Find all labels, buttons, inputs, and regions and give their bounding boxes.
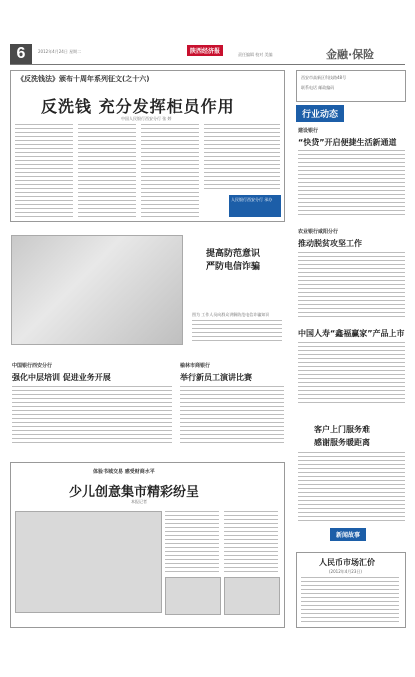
- photo-story-headline-2: 严防电信诈骗: [206, 262, 261, 272]
- photo-story-headline-1: 提高防范意识: [206, 249, 261, 259]
- bottom-feature-photo-3: [224, 577, 280, 615]
- exchange-box: [296, 552, 406, 628]
- news2-body: [298, 252, 405, 318]
- page-number: 6: [10, 44, 32, 64]
- story-left-kicker: 中国银行西安分行: [12, 363, 53, 369]
- editor-line: 责任编辑 校对 美编: [238, 52, 273, 57]
- section-title: 金融·保险: [326, 48, 375, 61]
- feature-col-2: [78, 124, 136, 217]
- exchange-subtitle: (2012年4月23日): [329, 569, 362, 574]
- bottom-feature-kicker: 体验书城交易 感受财商水平: [93, 469, 155, 475]
- bottom-feature: [10, 462, 285, 628]
- story-mid-body: [180, 386, 284, 444]
- news3-headline: 中国人寿“鑫福赢家”产品上市: [298, 329, 405, 338]
- bottom-feature-photo-main: [15, 511, 162, 613]
- feature-col-3: [141, 124, 199, 217]
- feature-headline: 反洗钱 充分发挥柜员作用: [41, 97, 235, 116]
- story-mid-headline: 举行新员工演讲比赛: [180, 373, 252, 382]
- news3-body: [298, 342, 405, 406]
- news1-headline: “快贷”开启便捷生活新通道: [298, 138, 397, 147]
- news1-body: [298, 150, 405, 216]
- service-headline-1: 客户上门服务难: [314, 425, 370, 434]
- masthead-logo: 陕西经济报: [187, 45, 223, 56]
- story-left-body: [12, 386, 172, 444]
- service-headline-2: 感谢服务暖距离: [314, 438, 370, 447]
- header-rule: [10, 64, 405, 65]
- feature-article: [10, 70, 285, 222]
- ad-box: [296, 70, 406, 102]
- news2-headline: 推动脱贫攻坚工作: [298, 239, 362, 248]
- exchange-table: [301, 577, 399, 623]
- feature-col-1: [15, 124, 73, 217]
- feature-promo-box: 人民银行西安分行 承办: [229, 195, 281, 217]
- exchange-title: 人民币市场汇价: [319, 558, 375, 567]
- service-body: [298, 452, 405, 524]
- bottom-feature-byline: 本报记者: [131, 499, 147, 504]
- feature-series: 《反洗钱法》颁布十周年系列征文(之十六): [17, 75, 150, 83]
- industry-news-label: 行业动态: [296, 105, 344, 122]
- story-mid-kicker: 榆林市商银行: [180, 363, 211, 369]
- bottom-feature-col-2: [224, 511, 278, 573]
- news2-kicker: 农业银行咸阳分行: [298, 229, 339, 235]
- photo-story-caption-lines: [192, 320, 282, 344]
- issue-date: 2012年4月24日 星期二: [38, 49, 82, 54]
- ad-line-2: 联系电话 邮政编码: [301, 85, 335, 90]
- story-left-headline: 强化中层培训 促进业务开展: [12, 373, 111, 382]
- news1-kicker: 建设银行: [298, 128, 319, 134]
- bottom-feature-col-1: [165, 511, 219, 573]
- bottom-feature-photo-2: [165, 577, 221, 615]
- ad-line-1: 西安市高新区科技路48号: [301, 75, 347, 80]
- service-tag: 新闻故事: [330, 528, 366, 541]
- feature-col-4: [204, 124, 280, 192]
- feature-byline: 中国人民银行西安分行 张 婷: [121, 116, 172, 121]
- bottom-feature-headline: 少儿创意集市精彩纷呈: [69, 485, 200, 500]
- photo-story-caption: 图为 工作人员向群众讲解防范电信诈骗知识: [192, 312, 270, 317]
- photo-story-image: [11, 235, 183, 345]
